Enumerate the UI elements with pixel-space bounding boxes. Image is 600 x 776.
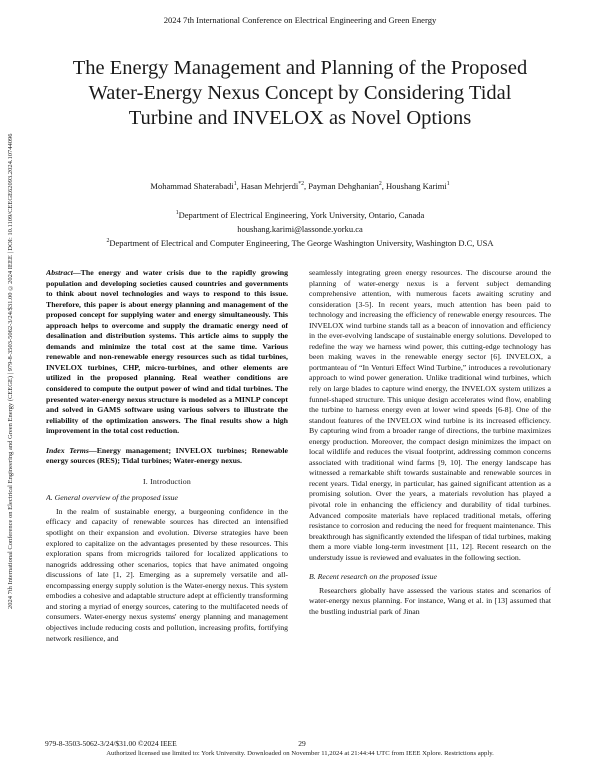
license-notice: Authorized licensed use limited to: York University. Downloaded on November 11,2024 at 21:44:44 UTC from IEEE Xplore. Restrictions apply. [106,750,494,757]
author-separator: , [236,181,241,191]
index-terms-text: —Energy management; INVELOX turbines; Renewable energy sources (RES); Tidal turbines; Water-energy nexus. [46,445,288,466]
footer-isbn: 979-8-3503-5062-3/24/$31.00 ©2024 IEEE [45,739,177,748]
author-list [0,181,600,191]
subsection-heading-general-overview: A. General overview of the proposed issue [46,493,179,503]
author-name: Payman Dehghanian [308,181,379,191]
author-affiliation-mark: 2 [378,181,382,188]
index-terms-label: Index Terms [46,445,89,455]
subsection-heading-recent-research: B. Recent research on the proposed issue [309,572,437,582]
index-terms [46,446,288,467]
section-heading-introduction: I. Introduction [142,476,192,486]
author-separator: , [381,181,387,191]
abstract [46,268,288,437]
right-column [309,268,551,738]
left-column [46,268,288,738]
affiliation-1 [0,210,600,220]
abstract-label: Abstract [46,268,73,277]
author-name: Mohammad Shaterabadi [150,181,234,191]
author-affiliation-mark: 1 [233,181,237,188]
body-paragraph: Researchers globally have assessed the various states and scenarios of water-energy nexus planning. For instance, Wang et al. in [13] assumed that the bustling industrial park of Jinan [309,585,551,616]
abstract-text: —The energy and water crisis due to the rapidly growing population and developing societies caused countries and governments to think about novel technologies and ways to respond to this issue. Therefore, this paper is about energy planning and management of the proposed concept for supplying water and energy simultaneously. This approach helps to overcome and supply the dramatic energy need of desalination and distribution systems. This article aims to supply the demands and minimize the total cost at the same time. Various renewable and non-renewable energy resources such as tidal turbines, INVELOX turbines, CHP, micro-turbines, and other elements are utilized in the proposed planning. Real weather conditions are considered to compute the output power of wind and tidal turbines. The presented water-energy nexus structure is modeled as a MINLP concept and solved in GAMS software using various solvers to illustrate the reliability of the optimization answers. The final results show a high improvement in the total cost reduction. [46,268,288,436]
author-affiliation-mark: *2 [298,181,305,188]
author-name: Hasan Mehrjerdi [240,181,299,191]
page-number: 29 [298,739,306,748]
conference-header: 2024 7th International Conference on Electrical Engineering and Green Energy [163,15,437,25]
body-paragraph: In the realm of sustainable energy, a burgeoning confidence in the efficacy and capacity of renewable sources has directed an intensified spotlight on their expansion and evolution. Diverse strategies have been explored to capitalize on the advantages presented by these resources. This exploration spans from microgrids tailored for localized applications to nanogrids addressing other scenarios, topics that have animated ongoing discussions of late [1, 2]. Emerging as a supremely versatile and all-encompassing energy supply solution is the Water-energy nexus. This system embodies a cohesive and adaptable structure adept at efficiently transforming and storing a myriad of energy sources, catering to the multifaceted needs of consumers. Water-energy nexus systems' energy planning and management objectives include reducing costs and pollution, increasing profits, fortifying network resilience, and [46,506,288,643]
affiliation-mark: 2 [106,238,110,245]
author-separator: , [304,181,309,191]
affiliation-text: Department of Electrical and Computer Engineering, The George Washington University, Washington D.C, USA [109,238,494,248]
body-paragraph: seamlessly integrating green energy resources. The discourse around the planning of water-energy nexus is a fervent subject demanding comprehensive attention, with numerous facets awaiting scrutiny and consideration [3-5]. In recent years, much attention has been paid to technology and increasing the efficiency of renewable energy resources. The INVELOX wind turbine stands tall as a beacon of innovation and efficiency in the ever-evolving landscape of sustainable energy solutions. Developed to redefine the way we harness wind power, this cutting-edge technology has been making waves in the renewable energy sector [6]. INVELOX, a portmanteau of “In Venturi Effect Wind Turbine,” introduces a revolutionary approach to wind power generation. Unlike traditional wind turbines, which rely on large blades to capture wind energy, the INVELOX system utilizes a funnel-shaped structure. This unique design accelerates wind flow, enabling the turbine to harness energy even at lower wind speeds [6-8]. One of the standout features of the INVELOX wind turbine is its increased efficiency. By capturing wind from a broader range of directions, the turbine maximizes energy production. Moreover, the compact design minimizes the impact on local wildlife and reduces the visual footprint, addressing common concerns associated with traditional wind farms [9, 10]. The energy landscape has witnessed a remarkable shift towards sustainable and renewable sources in recent years. Tidal energy, in particular, has gained significant attention as a promising solution. Over the years, a materials revolution has played a pivotal role in enhancing the efficiency and durability of tidal turbines. Advanced composite materials have replaced traditional metals, offering resistance to corrosion and reducing the need for frequent maintenance. This breakthrough has significantly extended the lifespan of tidal turbines, making them a more viable long-term investment [11, 12]. Recent research on the understudy issue is reviewed and evaluates in the following section. [309,268,551,562]
author-affiliation-mark: 1 [446,181,450,188]
contact-email: houshang.karimi@lassonde.yorku.ca [237,224,363,234]
affiliation-2 [0,238,600,248]
paper-title: The Energy Management and Planning of the Proposed Water-Energy Nexus Concept by Considering Tidal Turbine and INVELOX as Novel Options [72,57,528,129]
author-name: Houshang Karimi [386,181,447,191]
sidebar-citation: 2024 7th International Conference on Electrical Engineering and Green Energy (CEEGE) | 979-8-3503-5062-3/24/$31.00 ©2024 IEEE | DOI: 10.1109/CEEGE62093.2024.10744096 [7,133,14,609]
affiliation-text: Department of Electrical Engineering, York University, Ontario, Canada [178,210,425,220]
affiliation-mark: 1 [175,210,179,217]
